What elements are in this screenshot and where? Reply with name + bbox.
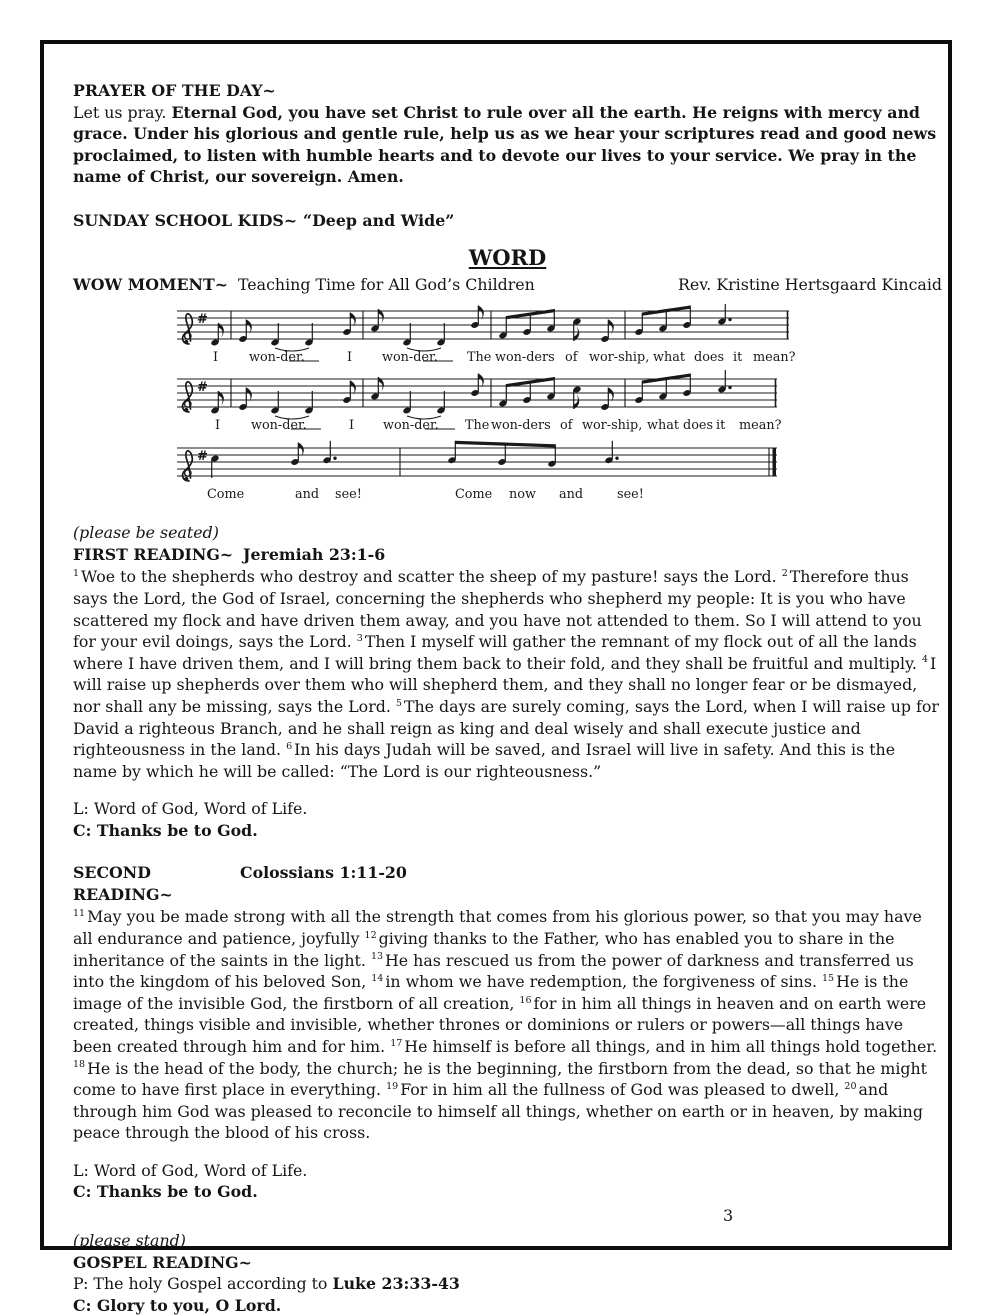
verse-number: 16 xyxy=(519,994,532,1006)
music-lyric: see! xyxy=(335,487,362,503)
second-reading-response-congregation: C: Thanks be to God. xyxy=(73,1182,258,1202)
verse-number: 4 xyxy=(921,654,929,666)
sharp-sign-icon: # xyxy=(197,449,208,465)
sunday-school-line xyxy=(73,210,942,232)
music-staff xyxy=(177,441,777,502)
verse-number: 12 xyxy=(364,929,377,941)
verse-number: 13 xyxy=(370,951,384,963)
verse-number: 1 xyxy=(73,568,80,580)
second-reading-text: $^{11}$ May you be made strong with all the strength that comes from his glorious power, so that you may have all endurance and patience, joyfully $^{12}$ giving thanks to the Father, who has enabled you to share in the inheritance of the saints in the light. $^{13}$ He has rescued us from the power of darkness and transferred us into the kingdom of his beloved Son, $^{14}$ in whom we have redemption, the forgiveness of sins. $^{15}$ He is the image of the invisible God, the firstborn of all creation, $^{16}$ for in him all things in heaven and on earth were created, things visible and invisible, whether thrones or dominions or rulers or powers—all things have been created through him and for him. $^{17}$ He himself is before all things, and in him all things hold together. $^{18}$ He is the head of the body, the church; he is the beginning, the firstborn from the dead, so that he might come to have first place in everything. $^{19}$ For in him all the fullness of God was pleased to dwell, $^{20}$ and through him God was pleased to reconcile to himself all things, whether on earth or in heaven, by making peace through the blood of his cross. xyxy=(73,907,938,1143)
sunday-school-song: “Deep and Wide” xyxy=(303,210,455,230)
music-lyric: won-der. xyxy=(249,350,305,366)
sharp-sign-icon: # xyxy=(197,312,208,328)
verse-number: 11 xyxy=(73,908,86,920)
sunday-school-label: SUNDAY SCHOOL KIDS~ xyxy=(73,210,298,230)
music-lyric: what xyxy=(647,418,679,434)
music-lyric: and xyxy=(295,487,320,503)
music-lyric: of xyxy=(560,418,573,434)
music-lyric: it xyxy=(733,350,743,366)
verse-number: 5 xyxy=(395,697,402,709)
verse-number: 3 xyxy=(356,632,363,644)
music-lyric: won-ders xyxy=(491,418,551,434)
gospel-response: C: Glory to you, O Lord. xyxy=(73,1295,282,1315)
sheet-music xyxy=(177,304,799,511)
gospel-reference: Luke 23:33-43 xyxy=(332,1274,460,1294)
music-lyric: see! xyxy=(617,487,644,503)
music-lyric: wor-ship, xyxy=(589,350,650,366)
music-lyric: The xyxy=(465,418,490,434)
verse-number: 14 xyxy=(371,972,384,984)
music-lyric: mean? xyxy=(753,350,796,366)
bulletin-content xyxy=(73,80,942,1316)
wow-moment-leader: Rev. Kristine Hertsgaard Kincaid xyxy=(677,274,942,294)
first-reading-label: FIRST READING~ xyxy=(73,544,234,564)
sheet-music-svg xyxy=(177,304,799,511)
music-lyric: I xyxy=(215,418,221,434)
verse-number: 15 xyxy=(822,972,835,984)
music-lyric: now xyxy=(509,487,536,503)
first-reading-response-congregation: C: Thanks be to God. xyxy=(73,820,258,840)
seated-note: (please be seated) xyxy=(73,523,219,543)
music-lyric: I xyxy=(349,418,355,434)
first-reading-response-leader: L: Word of God, Word of Life. xyxy=(73,799,308,819)
prayer-lead: Let us pray. xyxy=(73,102,172,122)
prayer-body: Eternal God, you have set Christ to rule over all the earth. He reigns with mercy and grace. Under his glorious and gentle rule, help us as we hear your scriptures read and good news proclaimed, to listen with humble hearts and to devote our lives to your service. We pray in the name of Christ, our sovereign. Amen. xyxy=(73,102,937,187)
music-lyric: I xyxy=(213,350,219,366)
prayer-of-day-heading: PRAYER OF THE DAY~ xyxy=(73,81,276,100)
music-lyric: mean? xyxy=(739,418,782,434)
word-section-heading: WORD xyxy=(468,244,547,270)
verse-number: 6 xyxy=(286,740,293,752)
stand-note: (please stand) xyxy=(73,1230,186,1250)
first-reading-text: $^1$ Woe to the shepherds who destroy and scatter the sheep of my pasture! says the Lord. $^2$ Therefore thus says the Lord, the God of Israel, concerning the shepherds who shepherd my people: It is you who have scattered my flock and have driven them away, and you have not attended to them. So I will attend to you for your evil doings, says the Lord. $^3$ Then I myself will gather the remnant of my flock out of all the lands where I have driven them, and I will bring them back to their fold, and they shall be fruitful and multiply. $^4$ I will raise up shepherds over them who will shepherd them, and they shall no longer fear or be dismayed, nor shall any be missing, says the Lord. $^5$ The days are surely coming, says the Lord, when I will raise up for David a righteous Branch, and he shall reign as king and deal wisely and shall execute justice and righteousness in the land. $^6$ In his days Judah will be saved, and Israel will live in safety. And this is the name by which he will be called: “The Lord is our righteousness.” xyxy=(73,567,939,781)
music-lyric: of xyxy=(565,350,578,366)
verse-number: 19 xyxy=(386,1080,399,1092)
first-reading-reference: Jeremiah 23:1-6 xyxy=(243,544,386,564)
music-lyric: what xyxy=(653,350,685,366)
spacer xyxy=(73,188,942,210)
music-lyric: does xyxy=(683,418,714,434)
music-lyric: Come xyxy=(207,487,245,503)
second-reading-reference: Colossians 1:11-20 xyxy=(240,863,407,883)
gospel-announcement-prefix: P: The holy Gospel according to xyxy=(73,1274,333,1294)
music-lyric: Come xyxy=(455,487,493,503)
prayer-of-day-text xyxy=(73,102,942,188)
verse-number: 2 xyxy=(781,568,788,580)
spacer xyxy=(73,1203,942,1230)
music-lyric: The xyxy=(467,350,492,366)
wow-moment-title: Teaching Time for All God’s Children xyxy=(238,274,535,294)
music-lyric: won-der. xyxy=(251,418,307,434)
music-lyric: does xyxy=(694,350,725,366)
music-lyric: it xyxy=(716,418,726,434)
music-lyric: wor-ship, xyxy=(582,418,643,434)
second-reading-heading xyxy=(73,862,942,905)
gospel-announcement xyxy=(73,1273,942,1295)
spacer xyxy=(73,841,942,862)
music-lyric: won-der. xyxy=(382,350,438,366)
verse-number: 17 xyxy=(390,1037,403,1049)
wow-moment-line xyxy=(73,274,942,296)
music-lyric: won-ders xyxy=(495,350,555,366)
gospel-reading-heading: GOSPEL READING~ xyxy=(73,1252,252,1272)
music-lyric: won-der. xyxy=(383,418,439,434)
second-reading-response-leader: L: Word of God, Word of Life. xyxy=(73,1160,308,1180)
sharp-sign-icon: # xyxy=(197,380,208,396)
music-lyric: and xyxy=(559,487,584,503)
wow-moment-label: WOW MOMENT~ xyxy=(73,274,228,294)
music-staff xyxy=(177,370,782,433)
page-number: 3 xyxy=(723,1206,734,1225)
first-reading-heading xyxy=(73,544,942,566)
verse-number: 18 xyxy=(73,1059,86,1071)
music-lyric: I xyxy=(347,350,353,366)
music-staff xyxy=(177,304,796,365)
verse-number: 20 xyxy=(844,1080,857,1092)
second-reading-label: SECOND READING~ xyxy=(73,863,173,904)
